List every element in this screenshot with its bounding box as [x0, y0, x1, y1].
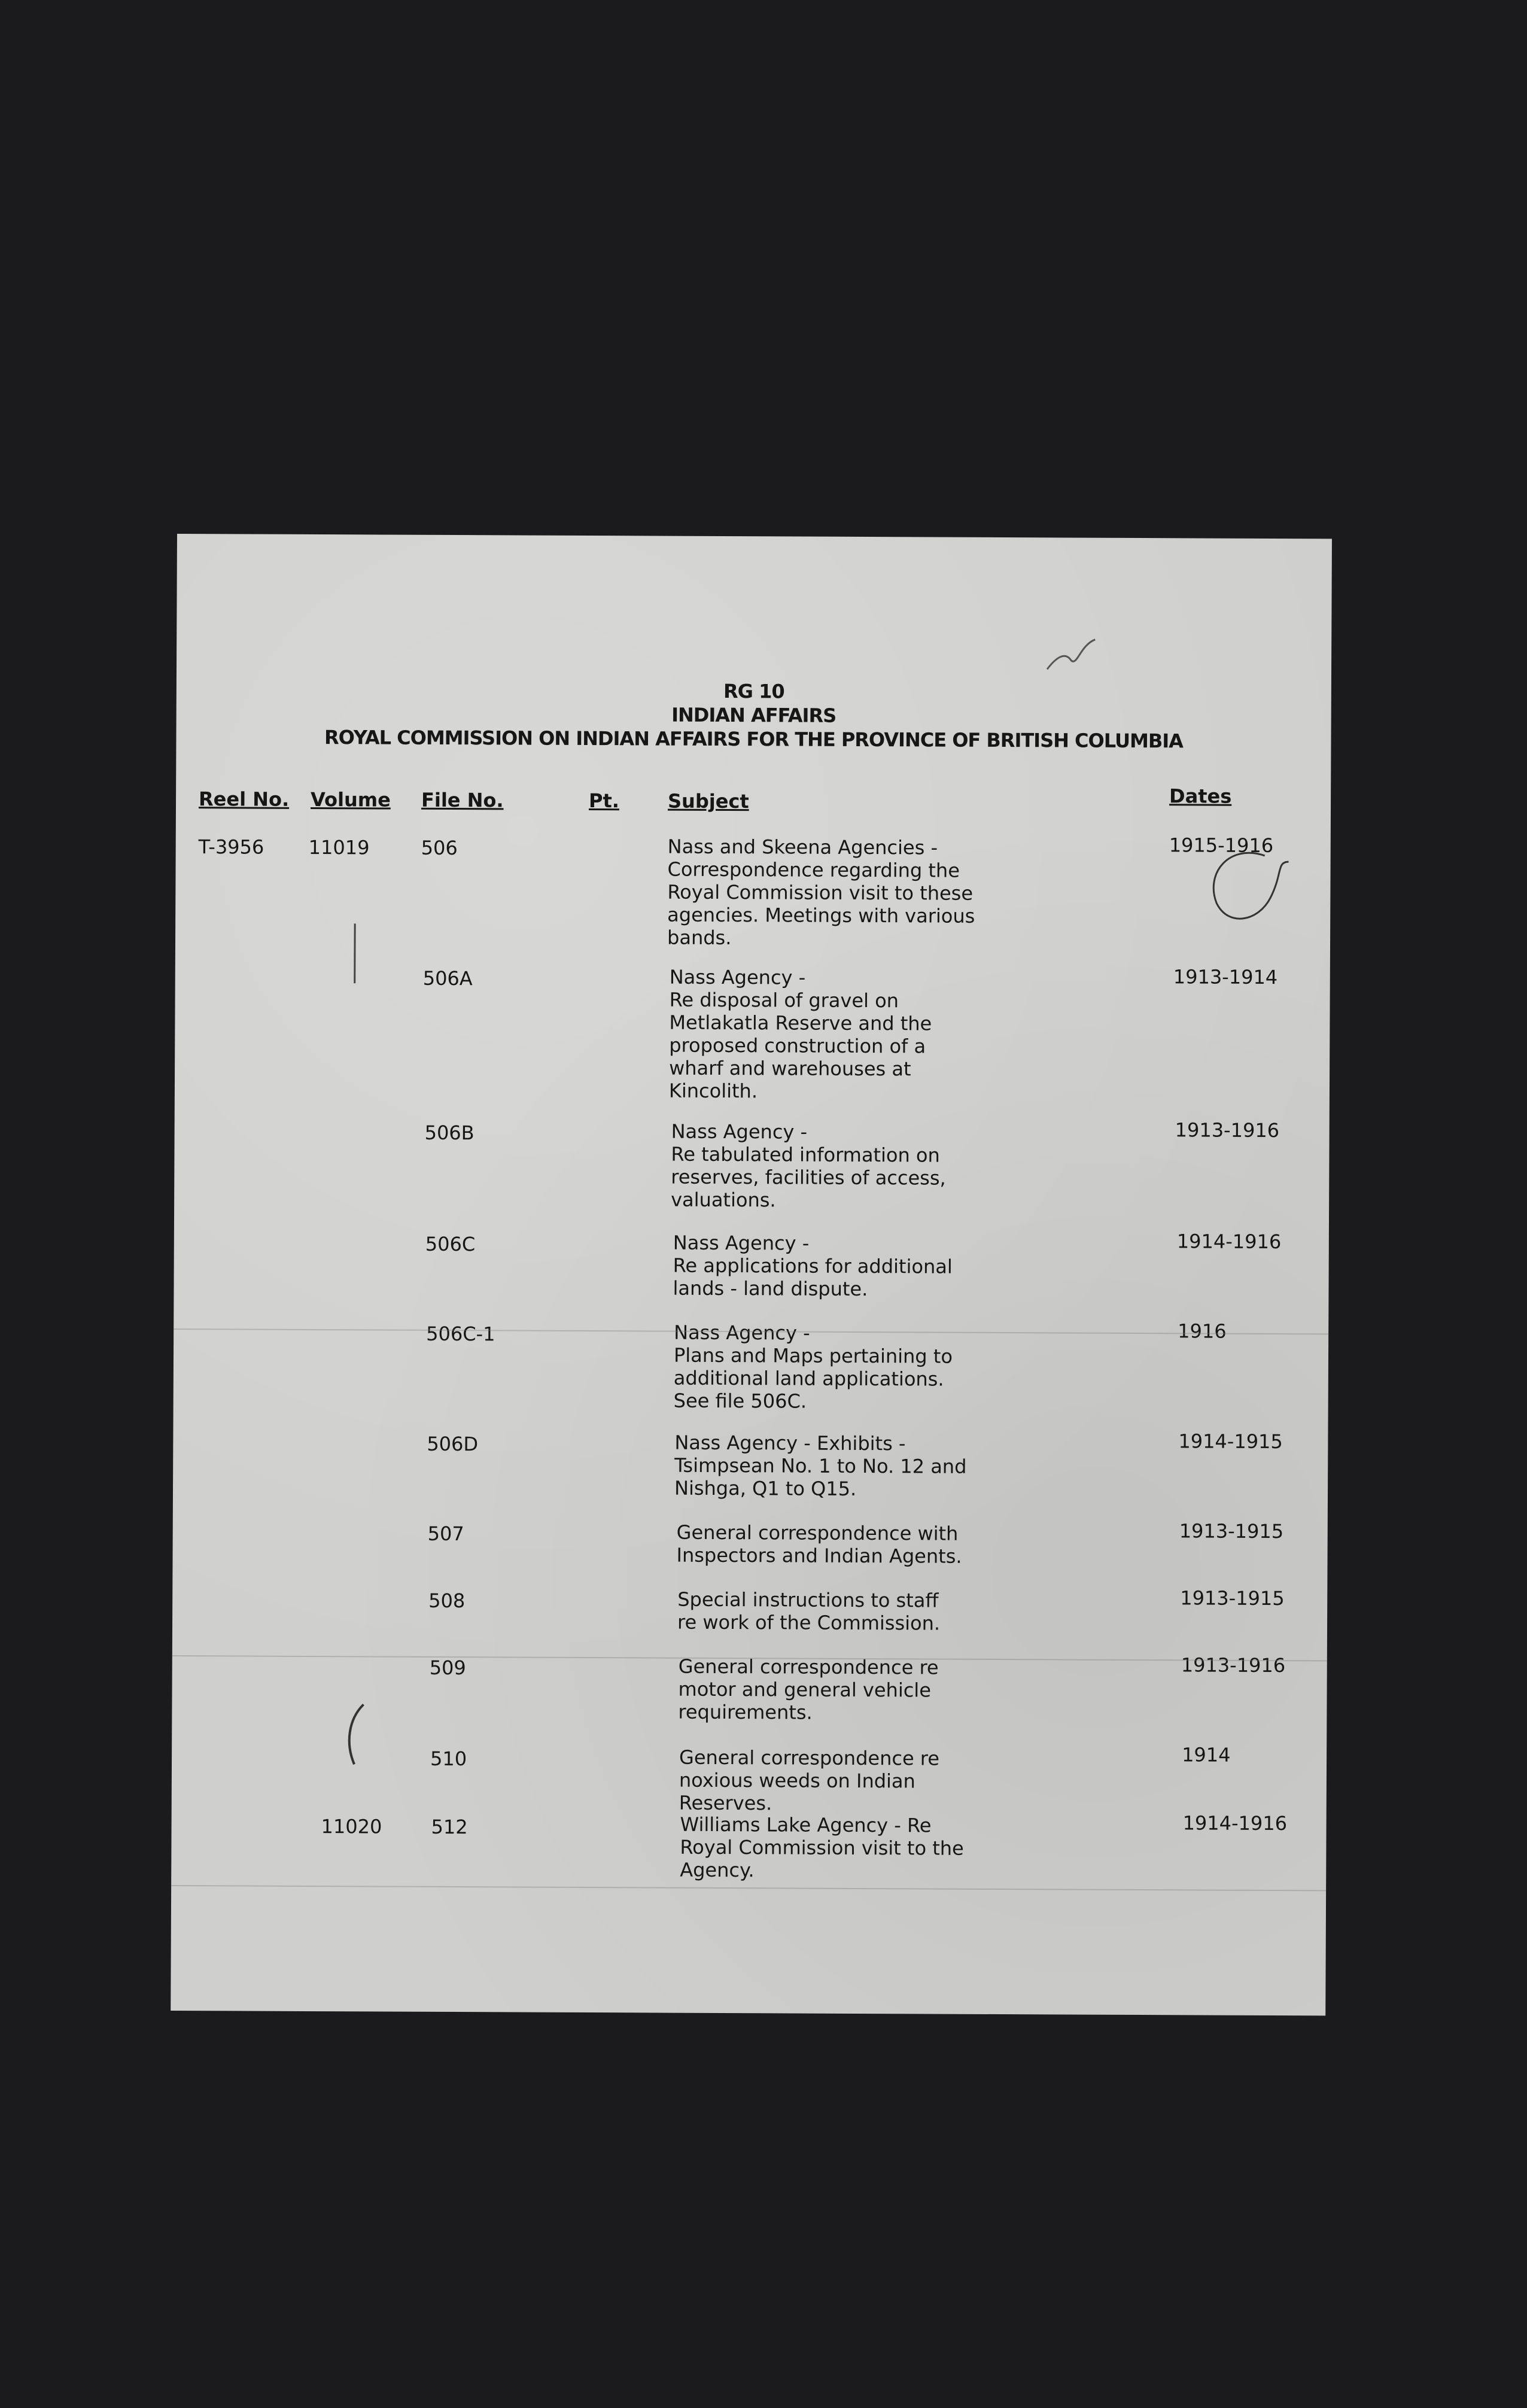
row-1-subject: Nass and Skeena Agencies - Correspondence regarding the Royal Commission visit to these agencies. Meetings with various bands. [667, 835, 975, 950]
row-6-dates: 1914-1915 [1178, 1430, 1283, 1454]
col-file-no: File No. [421, 788, 504, 812]
col-subject: Subject [667, 789, 749, 813]
row-10-subject: General correspondence re noxious weeds on Indian Reserves. [679, 1746, 940, 1815]
row-4-subject: Nass Agency - Re applications for additional lands - land dispute. [673, 1231, 953, 1301]
row-1-reel: T-3956 [198, 835, 264, 859]
row-11-volume: 11020 [321, 1815, 382, 1838]
row-7-subject: General correspondence with Inspectors and Indian Agents. [676, 1521, 962, 1568]
row-7-file: 507 [427, 1522, 464, 1546]
row-10-file: 510 [430, 1747, 467, 1771]
row-2-dates: 1913-1914 [1173, 965, 1278, 989]
row-1-dates: 1915-1916 [1169, 834, 1274, 857]
row-9-subject: General correspondence re motor and general vehicle requirements. [678, 1655, 939, 1724]
commission-title: ROYAL COMMISSION ON INDIAN AFFAIRS FOR THE PROVINCE OF BRITISH COLUMBIA [324, 726, 1184, 753]
row-3-dates: 1913-1916 [1175, 1118, 1280, 1142]
row-5-subject: Nass Agency - Plans and Maps pertaining to additional land applications. See file 506C. [673, 1321, 953, 1413]
row-11-file: 512 [431, 1815, 468, 1839]
col-dates: Dates [1169, 785, 1232, 808]
row-5-dates: 1916 [1178, 1319, 1227, 1343]
col-reel-no: Reel No. [198, 788, 290, 811]
col-part: Pt. [588, 789, 620, 813]
row-4-dates: 1914-1916 [1176, 1230, 1282, 1254]
row-1-file: 506 [421, 836, 458, 860]
department-title: INDIAN AFFAIRS [671, 703, 836, 727]
scan-fold-line [171, 1885, 1326, 1891]
row-8-file: 508 [428, 1589, 466, 1613]
record-group: RG 10 [723, 679, 784, 703]
row-3-subject: Nass Agency - Re tabulated information on reserves, facilities of access, valuations. [671, 1120, 946, 1212]
row-5-file: 506C-1 [426, 1322, 495, 1346]
row-11-dates: 1914-1916 [1182, 1811, 1288, 1835]
row-2-file: 506A [422, 966, 473, 990]
row-7-dates: 1913-1915 [1179, 1519, 1284, 1543]
row-1-volume: 11019 [308, 835, 370, 859]
col-volume: Volume [310, 788, 391, 811]
row-6-file: 506D [427, 1432, 479, 1456]
row-9-file: 509 [429, 1656, 466, 1680]
row-9-dates: 1913-1916 [1181, 1653, 1286, 1677]
row-8-dates: 1913-1915 [1180, 1586, 1285, 1610]
row-8-subject: Special instructions to staff re work of the Commission. [677, 1588, 941, 1635]
row-2-subject: Nass Agency - Re disposal of gravel on Metlakatla Reserve and the proposed construction of a wharf and warehouses at Kincolith. [668, 965, 932, 1103]
row-3-file: 506B [424, 1121, 474, 1145]
document-page [171, 534, 1332, 2015]
row-10-dates: 1914 [1182, 1743, 1231, 1767]
row-6-subject: Nass Agency - Exhibits - Tsimpsean No. 1 to No. 12 and Nishga, Q1 to Q15. [674, 1431, 967, 1500]
row-4-file: 506C [425, 1232, 476, 1256]
pencil-tick-mark [349, 923, 361, 983]
row-11-subject: Williams Lake Agency - Re Royal Commission visit to the Agency. [680, 1813, 964, 1882]
ink-scribble-mark [1044, 633, 1098, 675]
pencil-curve-mark [345, 1701, 369, 1767]
pen-loop-mark [1193, 837, 1289, 934]
